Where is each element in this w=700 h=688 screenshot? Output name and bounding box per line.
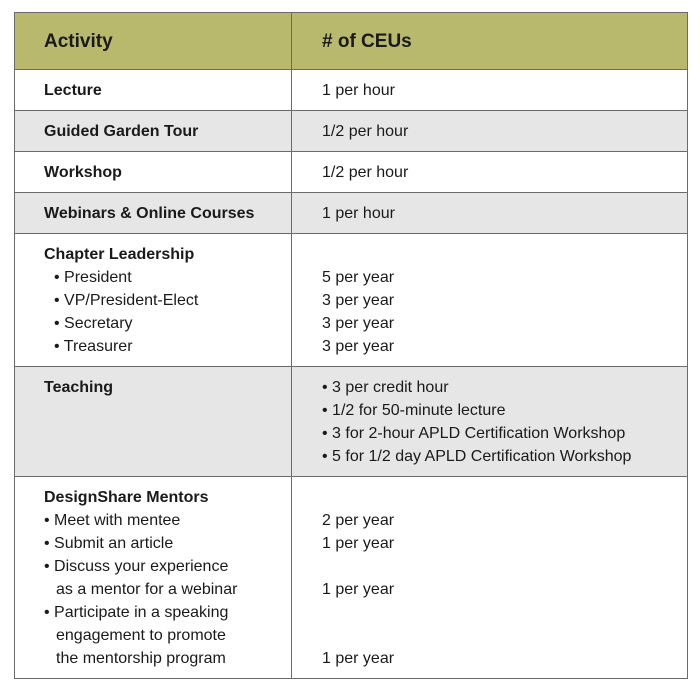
list-item: • Discuss your experience	[44, 558, 229, 575]
activity-cell: Webinars & Online Courses	[15, 193, 292, 234]
list-item: • Secretary	[54, 315, 133, 332]
activity-cell: Teaching	[15, 367, 292, 477]
header-row	[15, 13, 688, 70]
ceu-cell: 1 per hour	[292, 193, 688, 234]
ceu-value: 3 per year	[322, 292, 395, 309]
ceu-cell	[292, 234, 688, 367]
list-item: • President	[54, 269, 132, 286]
list-item: • Participate in a speaking	[44, 604, 229, 621]
list-item: • Submit an article	[44, 535, 174, 552]
list-item: engagement to promote	[56, 627, 226, 644]
activity-cell: Lecture	[15, 70, 292, 111]
list-item: • VP/President-Elect	[54, 292, 199, 309]
table-row-lecture	[15, 70, 688, 111]
activity-cell	[15, 477, 292, 679]
table-row-webinars	[15, 193, 688, 234]
table-row-chapter-leadership	[15, 234, 688, 367]
ceu-value: • 1/2 for 50-minute lecture	[322, 402, 506, 419]
header-ceus: # of CEUs	[292, 13, 688, 70]
list-item: as a mentor for a webinar	[56, 581, 238, 598]
table-row-teaching	[15, 367, 688, 477]
activity-cell: Guided Garden Tour	[15, 111, 292, 152]
ceu-value: • 5 for 1/2 day APLD Certification Workshop	[322, 448, 632, 465]
list-item: • Meet with mentee	[44, 512, 181, 529]
ceu-cell: 1/2 per hour	[292, 111, 688, 152]
activity-title: Chapter Leadership	[44, 246, 195, 263]
ceu-value: • 3 for 2-hour APLD Certification Workshop	[322, 425, 626, 442]
ceu-value: 3 per year	[322, 315, 395, 332]
ceu-value: 3 per year	[322, 338, 395, 355]
table-row-garden-tour	[15, 111, 688, 152]
ceu-value: 1 per year	[322, 535, 395, 552]
list-item: • Treasurer	[54, 338, 133, 355]
activity-title: DesignShare Mentors	[44, 489, 209, 506]
ceu-cell: 1/2 per hour	[292, 152, 688, 193]
ceu-value: 5 per year	[322, 269, 395, 286]
ceu-table	[14, 12, 688, 679]
ceu-value: • 3 per credit hour	[322, 379, 449, 396]
activity-cell: Workshop	[15, 152, 292, 193]
ceu-value: 1 per year	[322, 650, 395, 667]
ceu-value: 1 per year	[322, 581, 395, 598]
header-activity: Activity	[15, 13, 292, 70]
table-row-workshop	[15, 152, 688, 193]
ceu-value: 2 per year	[322, 512, 395, 529]
table-row-mentors	[15, 477, 688, 679]
list-item: the mentorship program	[56, 650, 226, 667]
ceu-cell	[292, 477, 688, 679]
activity-cell	[15, 234, 292, 367]
ceu-cell: 1 per hour	[292, 70, 688, 111]
ceu-cell	[292, 367, 688, 477]
